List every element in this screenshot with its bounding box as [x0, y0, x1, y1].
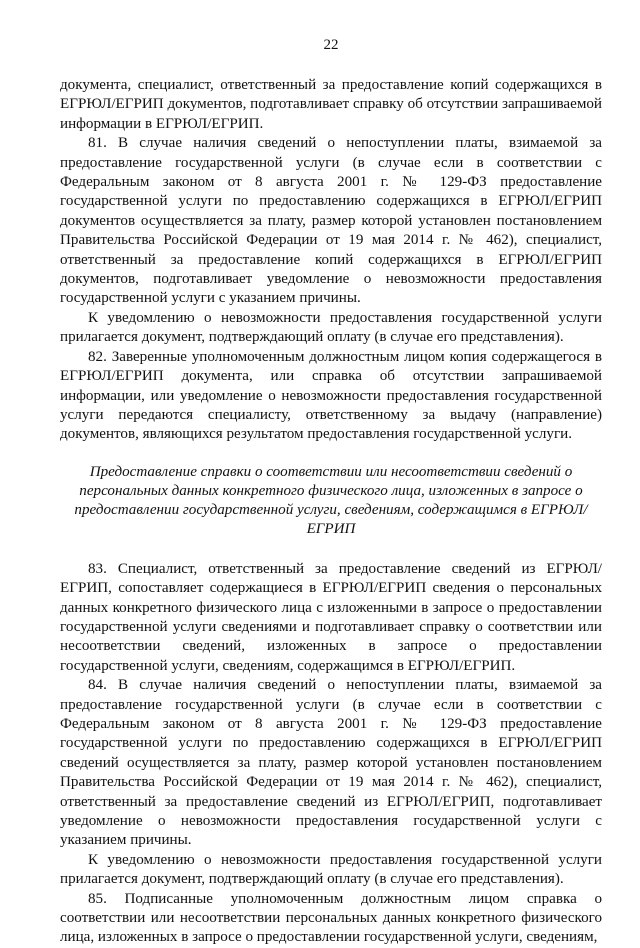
page-number: 22	[323, 37, 339, 53]
paragraph-84: 84. В случае наличия сведений о непоступлении платы, взимаемой за предоставление государственной услуги (в случае если в соответствии с Федеральным законом от 8 августа 2001 г. № 129-ФЗ предоставление государственной услуги по предоставлению содержащихся в ЕГРЮЛ/ЕГРИП сведений осуществляется за плату, размер которой установлен постановлением Правительства Российской Федерации от 19 мая 2014 г. № 462), специалист, ответственный за предоставление сведений из ЕГРЮЛ/ЕГРИП, подготавливает уведомление о невозможности предоставления государственной услуги с указанием причины.	[60, 677, 602, 849]
paragraph-82: 82. Заверенные уполномоченным должностным лицом копия содержащегося в ЕГРЮЛ/ЕГРИП документа, или справка об отсутствии запрашиваемой информации, или уведомление о невозможности предоставления государственной услуги передаются специалисту, ответственному за выдачу (направление) документов, являющихся результатом предоставления государственной услуги.	[60, 348, 602, 443]
paragraph-84-attachment: К уведомлению о невозможности предоставления государственной услуги прилагается документ, подтверждающий оплату (в случае его представления).	[60, 851, 602, 888]
section-heading: Предоставление справки о соответствии или несоответствии сведений о персональных данных конкретного физического лица, изложенных в запросе о предоставлении государственной услуги, сведениям, содержащимся в ЕГРЮЛ/ЕГРИП	[74, 463, 588, 537]
paragraph-83: 83. Специалист, ответственный за предоставление сведений из ЕГРЮЛ/ЕГРИП, сопоставляет содержащиеся в ЕГРЮЛ/ЕГРИП сведения о персональных данных конкретного физического лица с изложенными в запросе о предоставлении государственной услуги сведениями и подготавливает справку о соответствии или несоответствии сведений, изложенных в запросе о предоставлении государственной услуги, сведениям, содержащимся в ЕГРЮЛ/ЕГРИП.	[60, 560, 602, 674]
paragraph-85: 85. Подписанные уполномоченным должностным лицом справка о соответствии или несоответствии персональных данных конкретного физического лица, изложенных в запросе о предоставлении государственной услуги, сведениям,	[60, 890, 602, 946]
paragraph-81-attachment: К уведомлению о невозможности предоставления государственной услуги прилагается документ, подтверждающий оплату (в случае его представления).	[60, 309, 602, 346]
paragraph-81: 81. В случае наличия сведений о непоступлении платы, взимаемой за предоставление государственной услуги (в случае если в соответствии с Федеральным законом от 8 августа 2001 г. № 129-ФЗ предоставление государственной услуги по предоставлению содержащихся в ЕГРЮЛ/ЕГРИП документов осуществляется за плату, размер которой установлен постановлением Правительства Российской Федерации от 19 мая 2014 г. № 462), специалист, ответственный за предоставление копий содержащихся в ЕГРЮЛ/ЕГРИП документов, подготавливает уведомление о невозможности предоставления государственной услуги с указанием причины.	[60, 135, 602, 307]
paragraph-continuation: документа, специалист, ответственный за предоставление копий содержащихся в ЕГРЮЛ/ЕГРИП документов, подготавливает справку об отсутствии запрашиваемой информации в ЕГРЮЛ/ЕГРИП.	[60, 77, 602, 132]
